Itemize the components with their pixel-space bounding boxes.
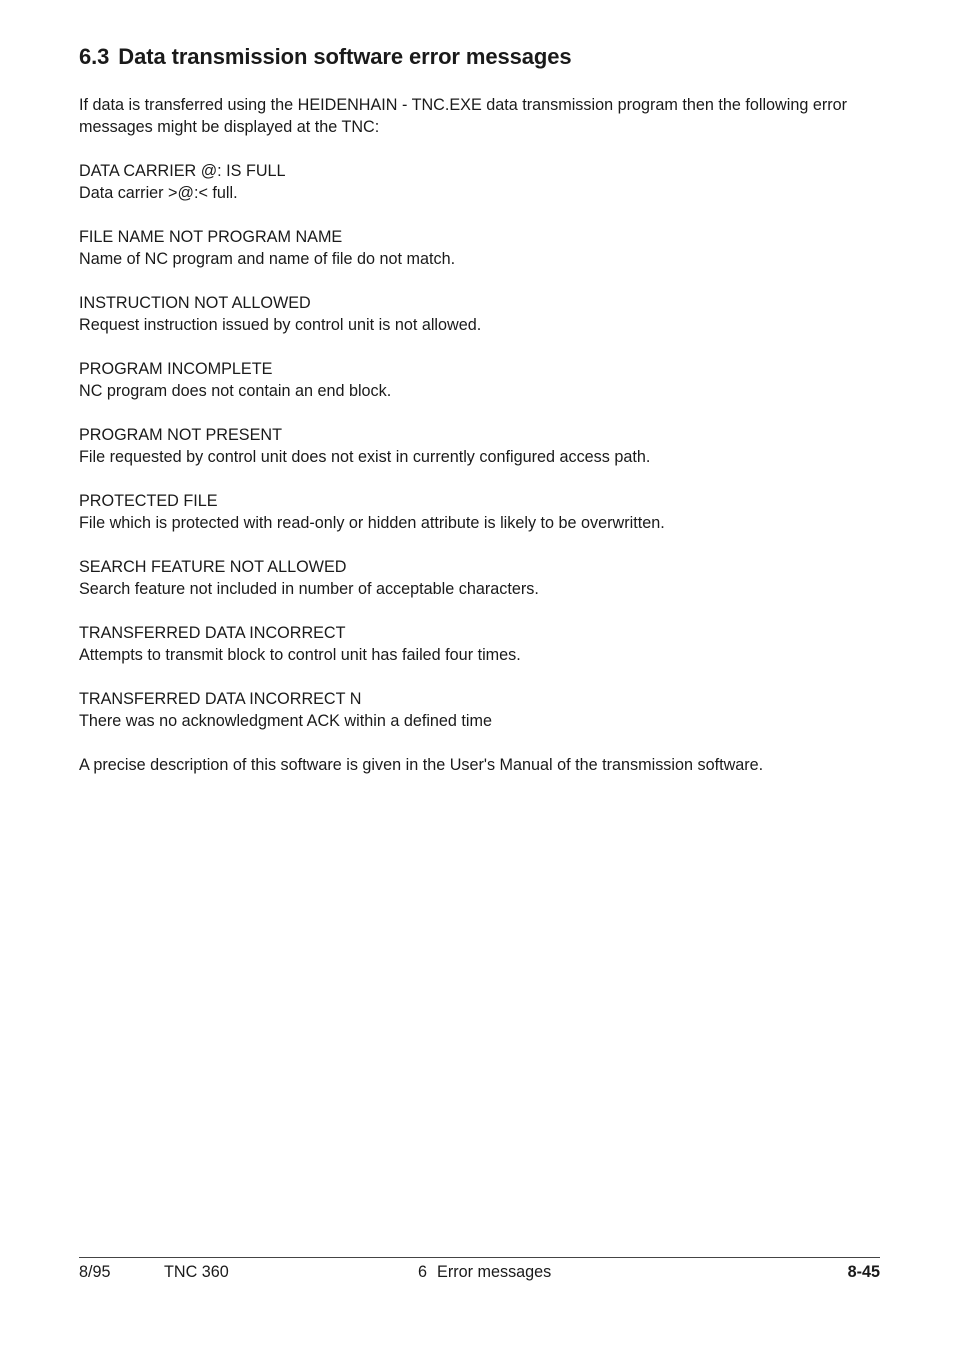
section-number: 6.3 bbox=[79, 44, 110, 69]
error-message-list bbox=[79, 160, 879, 732]
error-description: File requested by control unit does not exist in currently configured access path. bbox=[79, 448, 651, 466]
footer-chapter bbox=[418, 1262, 551, 1282]
error-entry bbox=[79, 358, 879, 402]
error-entry bbox=[79, 226, 879, 270]
intro-paragraph: If data is transferred using the HEIDENHAIN - TNC.EXE data transmission program then the following error messages might be displayed at the TNC: bbox=[79, 96, 848, 136]
error-entry bbox=[79, 160, 879, 204]
footer-date: 8/95 bbox=[79, 1263, 111, 1281]
error-code: PROTECTED FILE bbox=[79, 492, 218, 510]
error-code: SEARCH FEATURE NOT ALLOWED bbox=[79, 558, 347, 576]
error-entry bbox=[79, 622, 879, 666]
error-code: PROGRAM INCOMPLETE bbox=[79, 360, 273, 378]
error-description: NC program does not contain an end block. bbox=[79, 382, 392, 400]
error-entry bbox=[79, 424, 879, 468]
error-description: Search feature not included in number of acceptable characters. bbox=[79, 580, 539, 598]
error-code: TRANSFERRED DATA INCORRECT bbox=[79, 624, 346, 642]
footer-chapter-title: Error messages bbox=[437, 1263, 552, 1281]
error-description: Data carrier >@:< full. bbox=[79, 184, 238, 202]
error-entry bbox=[79, 688, 879, 732]
closing-paragraph: A precise description of this software is given in the User's Manual of the transmission software. bbox=[79, 756, 764, 774]
error-description: Name of NC program and name of file do not match. bbox=[79, 250, 456, 268]
error-description: Request instruction issued by control unit is not allowed. bbox=[79, 316, 482, 334]
error-entry bbox=[79, 490, 879, 534]
error-description: File which is protected with read-only or hidden attribute is likely to be overwritten. bbox=[79, 514, 665, 532]
document-body bbox=[79, 94, 879, 798]
error-code: INSTRUCTION NOT ALLOWED bbox=[79, 294, 311, 312]
footer-divider bbox=[79, 1257, 880, 1258]
section-title: Data transmission software error messages bbox=[118, 44, 572, 69]
page-title bbox=[79, 44, 572, 70]
error-code: PROGRAM NOT PRESENT bbox=[79, 426, 282, 444]
page-number: 8-45 bbox=[847, 1263, 880, 1281]
footer-model: TNC 360 bbox=[164, 1263, 229, 1281]
error-description: Attempts to transmit block to control unit has failed four times. bbox=[79, 646, 521, 664]
error-entry bbox=[79, 556, 879, 600]
error-code: DATA CARRIER @: IS FULL bbox=[79, 162, 286, 180]
error-code: FILE NAME NOT PROGRAM NAME bbox=[79, 228, 343, 246]
footer-chapter-number: 6 bbox=[418, 1263, 428, 1281]
error-entry bbox=[79, 292, 879, 336]
error-code: TRANSFERRED DATA INCORRECT N bbox=[79, 690, 362, 708]
error-description: There was no acknowledgment ACK within a defined time bbox=[79, 712, 493, 730]
